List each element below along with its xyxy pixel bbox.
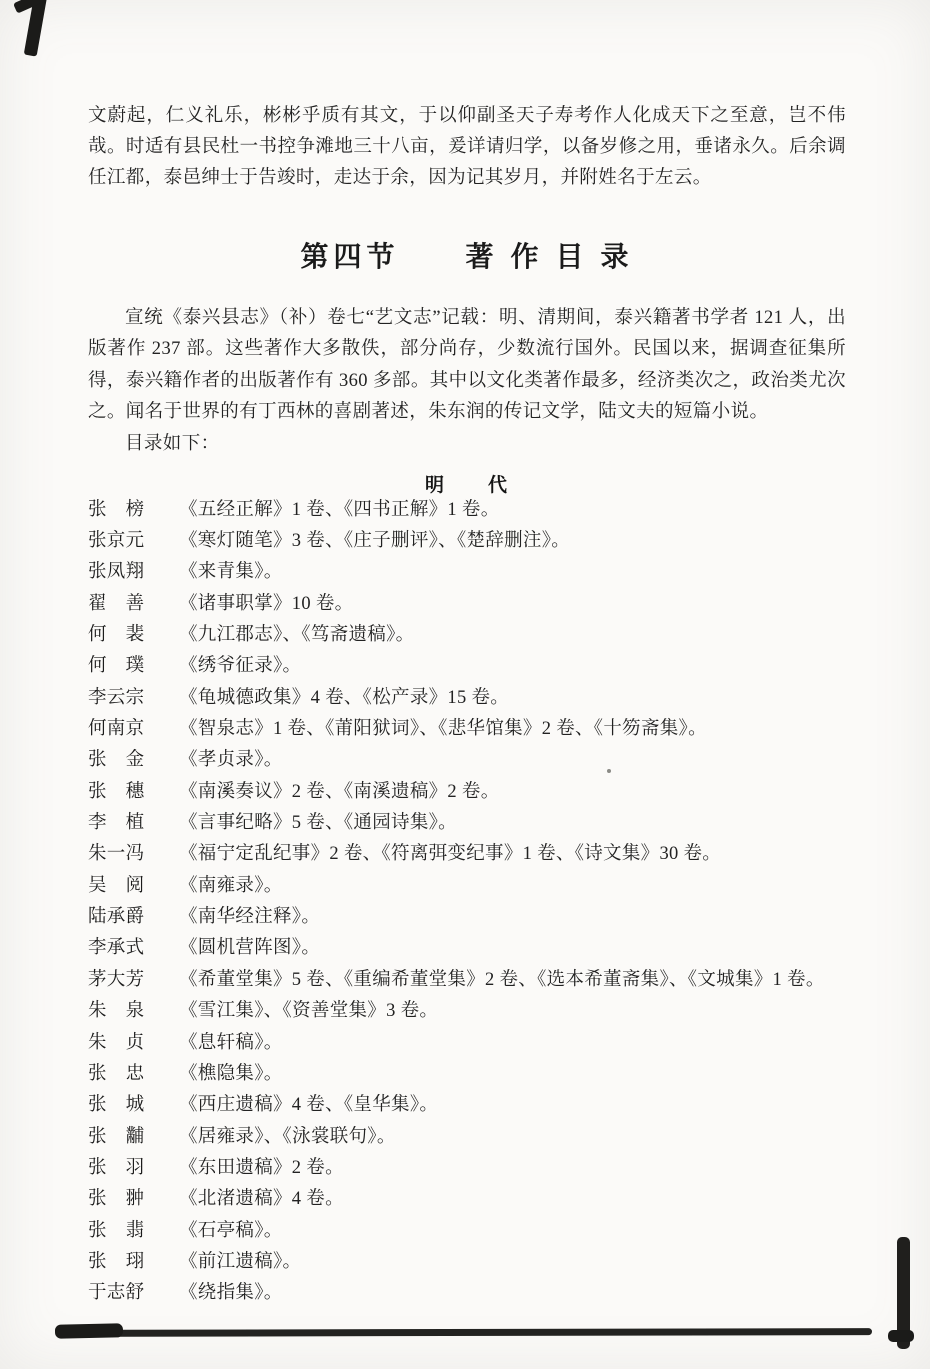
catalog-row: [88, 837, 846, 868]
catalog-works: 《西庄遗稿》4 卷、《皇华集》。: [179, 1095, 439, 1116]
catalog-row: [88, 680, 846, 711]
catalog-row: [88, 1213, 846, 1244]
catalog-row: [88, 899, 846, 930]
catalog-row: [88, 649, 846, 680]
catalog-author: 朱 贞: [88, 1032, 145, 1053]
catalog-author: 朱一冯: [88, 844, 145, 865]
section-title: 第四节 著 作 目 录: [300, 242, 634, 274]
catalog-author: 张 珝: [88, 1251, 145, 1272]
catalog-works: 《绕指集》。: [179, 1283, 283, 1304]
catalog-row: [88, 1025, 846, 1056]
catalog-row: [88, 1119, 846, 1150]
catalog-author: 翟 善: [88, 593, 145, 614]
catalog-row: [88, 931, 846, 962]
catalog-author: 张 忠: [88, 1063, 145, 1084]
catalog-works: 《南雍录》。: [179, 875, 283, 896]
catalog-author: 张 金: [88, 750, 145, 771]
catalog-row: [88, 617, 846, 648]
catalog-works: 《智泉志》1 卷、《莆阳狱词》、《悲华馆集》2 卷、《十笏斋集》。: [179, 719, 707, 740]
catalog-works: 《希董堂集》5 卷、《重编希董堂集》2 卷、《选本希董斋集》、《文城集》1 卷。: [179, 969, 825, 990]
catalog-works: 《龟城德政集》4 卷、《松产录》15 卷。: [179, 687, 510, 708]
catalog-works: 《东田遗稿》2 卷。: [179, 1157, 344, 1178]
catalog-author: 张凤翔: [88, 562, 145, 583]
catalog-author: 何南京: [88, 719, 145, 740]
catalog-works: 《九江郡志》、《笃斋遗稿》。: [179, 625, 415, 646]
catalog-works: 《绣爷征录》。: [179, 656, 302, 677]
catalog-works: 《南华经注释》。: [179, 907, 321, 928]
catalog-works: 《南溪奏议》2 卷、《南溪遗稿》2 卷。: [179, 781, 500, 802]
catalog-row: [88, 805, 846, 836]
catalog-row: [88, 994, 846, 1025]
catalog-works: 《樵隐集》。: [179, 1063, 283, 1084]
catalog-author: 李云宗: [88, 687, 145, 708]
catalog-author: 张 翀: [88, 1189, 145, 1210]
catalog-row: [88, 1150, 846, 1181]
catalog-row: [88, 1244, 846, 1275]
catalog-row: [88, 1056, 846, 1087]
catalog-row: [88, 868, 846, 899]
catalog-author: 于志舒: [88, 1283, 145, 1304]
scan-artifact-bottom-right-blob: [888, 1330, 914, 1342]
body-paragraph-continuation: 文蔚起，仁义礼乐，彬彬乎质有其文，于以仰副圣天子寿考作人化成天下之至意，岂不伟哉。时适有县民杜一书控争滩地三十八亩，爰详请归学，以备岁修之用，垂诸永久。后余调任江都，泰邑绅士于告竣时，走达于余，因为记其岁月，并附姓名于左云。: [88, 105, 846, 188]
catalog-works: 《圆机营阵图》。: [179, 938, 321, 959]
catalog-author: 何 璞: [88, 656, 145, 677]
catalog-author: 张 城: [88, 1095, 145, 1116]
scan-artifact-bottom-left-blob: [55, 1323, 123, 1338]
catalog-works: 《寒灯随笔》3 卷、《庄子删评》、《楚辞删注》。: [179, 531, 571, 552]
catalog-works: 《孝贞录》。: [179, 750, 283, 771]
catalog-row: [88, 1182, 846, 1213]
catalog-lead-in: 目录如下：: [125, 433, 220, 454]
catalog-author: 张京元: [88, 531, 145, 552]
catalog-author: 张 羽: [88, 1157, 145, 1178]
catalog-works: 《北渚遗稿》4 卷。: [179, 1189, 344, 1210]
catalog-author: 张 穗: [88, 781, 145, 802]
era-heading-ming: 明 代: [424, 475, 509, 496]
catalog-author: 李 植: [88, 813, 145, 834]
catalog-author: 张 榜: [88, 499, 145, 520]
catalog-row: [88, 523, 846, 554]
catalog-row: [88, 962, 846, 993]
catalog-works: 《来青集》。: [179, 562, 283, 583]
catalog-row: [88, 586, 846, 617]
catalog-row: [88, 1276, 846, 1307]
catalog-row: [88, 492, 846, 523]
catalog-author: 茅大芳: [88, 969, 145, 990]
body-paragraph-intro: 宣统《泰兴县志》（补）卷七“艺文志”记载：明、清期间，泰兴籍著书学者 121 人，出版著作 237 部。这些著作大多散佚，部分尚存，少数流行国外。民国以来，据调查征集所得，泰兴籍作者的出版著作有 360 多部。其中以文化类著作最多，经济类次之，政治类尤次之。闻名于世界的有丁西林的喜剧著述，朱东润的传记文学，陆文夫的短篇小说。: [88, 307, 846, 423]
scan-artifact-bottom-line: [58, 1328, 872, 1337]
catalog-row: [88, 1088, 846, 1119]
catalog-works: 《息轩稿》。: [179, 1032, 283, 1053]
catalog-author: 陆承爵: [88, 907, 145, 928]
catalog-author: 何 裴: [88, 625, 145, 646]
catalog-author: 张 黼: [88, 1126, 145, 1147]
catalog-row: [88, 711, 846, 742]
catalog-author: 吴 阅: [88, 875, 145, 896]
catalog-works: 《福宁定乱纪事》2 卷、《符离弭变纪事》1 卷、《诗文集》30 卷。: [179, 844, 722, 865]
catalog-works: 《石亭稿》。: [179, 1220, 283, 1241]
scan-artifact-speck: [607, 769, 611, 773]
catalog-works: 《居雍录》、《泳裳联句》。: [179, 1126, 396, 1147]
catalog-row: [88, 743, 846, 774]
catalog-works: 《诸事职掌》10 卷。: [179, 593, 354, 614]
catalog-author: 朱 泉: [88, 1001, 145, 1022]
catalog-works: 《言事纪略》5 卷、《通园诗集》。: [179, 813, 457, 834]
catalog-author: 张 翡: [88, 1220, 145, 1241]
catalog-author: 李承式: [88, 938, 145, 959]
catalog-row: [88, 555, 846, 586]
catalog-works: 《雪江集》、《资善堂集》3 卷。: [179, 1001, 439, 1022]
catalog-works: 《前江遗稿》。: [179, 1251, 302, 1272]
catalog-list: [88, 492, 846, 1307]
catalog-works: 《五经正解》1 卷、《四书正解》1 卷。: [179, 499, 500, 520]
catalog-row: [88, 774, 846, 805]
